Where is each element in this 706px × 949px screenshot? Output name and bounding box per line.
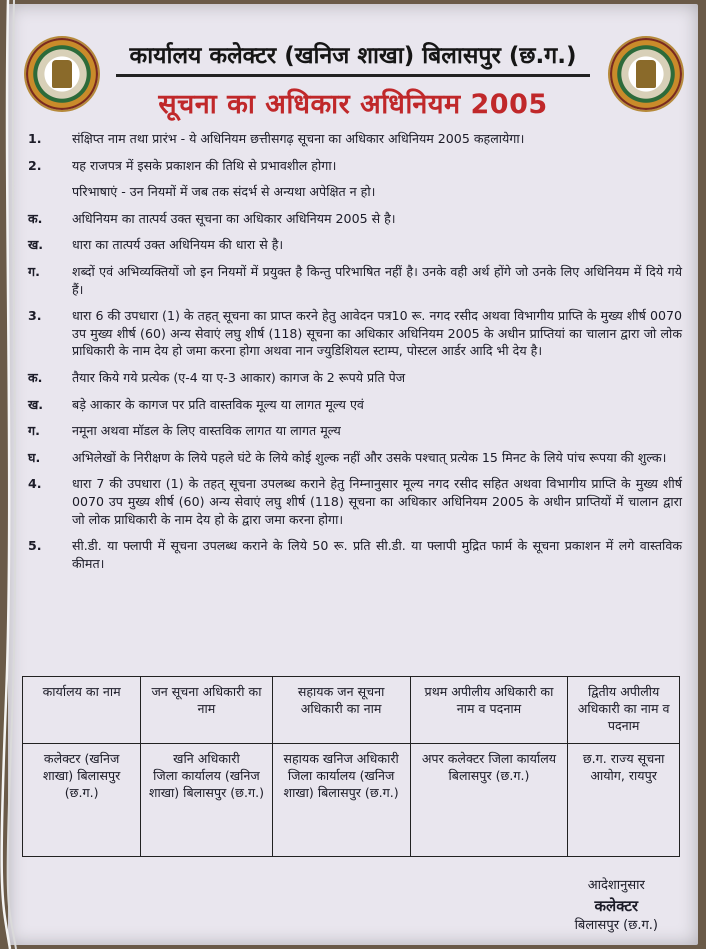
list-item: 4. धारा 7 की उपधारा (1) के तहत् सूचना उपलब्ध कराने हेतु निम्नानुसार मूल्य नगद रसीद सहित अथवा विभागीय प्राप्ति के मुख्य शीर्ष 0070 उप मुख्य शीर्ष (60) अन्य सेवाएं लघु शीर्ष (118) सूचना का अधिकार अधिनियम 2005 के अधीन प्राप्तियों में चालान द्वारा जो लोक प्राधिकारी के नाम देय हो के द्वारा जमा करना होगा। bbox=[28, 476, 682, 527]
table-header-cell: प्रथम अपीलीय अधिकारी का नाम व पदनाम bbox=[410, 677, 568, 744]
title-underline bbox=[116, 74, 590, 77]
table-header-cell: द्वितीय अपीलीय अधिकारी का नाम व पदनाम bbox=[568, 677, 680, 744]
notice-body bbox=[28, 130, 682, 581]
officers-table bbox=[22, 676, 680, 857]
office-title: कार्यालय कलेक्टर (खनिज शाखा) बिलासपुर (छ.ग.) bbox=[129, 43, 577, 69]
table-cell: अपर कलेक्टर जिला कार्यालय बिलासपुर (छ.ग.) bbox=[410, 744, 568, 857]
table-cell: सहायक खनिज अधिकारी जिला कार्यालय (खनिज शाखा) बिलासपुर (छ.ग.) bbox=[272, 744, 410, 857]
list-item: 3. धारा 6 की उपधारा (1) के तहत् सूचना का प्राप्त करने हेतु आवेदन पत्र10 रू. नगद रसीद अथवा विभागीय प्राप्ति के मुख्य शीर्ष 0070 उप मुख्य शीर्ष (60) अन्य सेवाएं लघु शीर्ष (118) सूचना का अधिकार अधिनियम 2005 के अधीन प्राप्तियां का चालान द्वारा जो लोक प्राधिकारी के नाम देय हो जमा करना होगा अथवा नान ज्युडिशियल स्टाम्प, पोस्टल आर्डर आदि भी देय है। bbox=[28, 308, 682, 359]
table-cell: कलेक्टर (खनिज शाखा) बिलासपुर (छ.ग.) bbox=[23, 744, 141, 857]
notice-board bbox=[8, 4, 698, 945]
list-item: ख. बड़े आकार के कागज पर प्रति वास्तविक मूल्य या लागत मूल्य एवं bbox=[28, 396, 364, 412]
table-header-cell: कार्यालय का नाम bbox=[23, 677, 141, 744]
table-cell: खनि अधिकारी जिला कार्यालय (खनिज शाखा) बिलासपुर (छ.ग.) bbox=[141, 744, 272, 857]
list-item: 1. संक्षिप्त नाम तथा प्रारंभ - ये अधिनियम छत्तीसगढ़ सूचना का अधिकार अधिनियम 2005 कहलायेगा। bbox=[28, 131, 525, 146]
place: बिलासपुर (छ.ग.) bbox=[574, 918, 658, 933]
list-item: 2. यह राजपत्र में इसके प्रकाशन की तिथि से प्रभावशील होगा। bbox=[28, 157, 337, 173]
list-item: ग. शब्दों एवं अभिव्यक्तियों जो इन नियमों में प्रयुक्त है किन्तु परिभाषित नहीं है। उनके वही अर्थ होंगे जो उनके लिए अधिनियम में दिये गये हैं। bbox=[28, 263, 682, 297]
list-item: ग. नमूना अथवा मॉडल के लिए वास्तविक लागत या लागत मूल्य bbox=[28, 423, 341, 439]
list-item: क. तैयार किये गये प्रत्येक (ए-4 या ए-3 आकार) कागज के 2 रूपये प्रति पेज bbox=[28, 369, 406, 385]
designation: कलेक्टर bbox=[594, 897, 639, 915]
officers-table-wrap bbox=[22, 676, 680, 857]
act-title: सूचना का अधिकार अधिनियम 2005 bbox=[158, 89, 548, 120]
table-row bbox=[23, 744, 680, 857]
list-item: परिभाषाएं - उन नियमों में जब तक संदर्भ से अन्यथा अपेक्षित न हो। bbox=[72, 184, 376, 200]
table-header-cell: जन सूचना अधिकारी का नाम bbox=[141, 677, 272, 744]
table-cell: छ.ग. राज्य सूचना आयोग, रायपुर bbox=[568, 744, 680, 857]
list-item: 5. सी.डी. या फ्लापी में सूचना उपलब्ध कराने के लिये 50 रू. प्रति सी.डी. या फ्लापी मुद्रित फार्म के सूचना प्रकाशन में लगे वास्तविक कीमत। bbox=[28, 538, 682, 571]
signature-block bbox=[575, 876, 658, 936]
list-item: घ. अभिलेखों के निरीक्षण के लिये पहले घंटे के लिये कोई शुल्क नहीं और उसके पश्चात् प्रत्येक 15 मिनट के लिये पांच रूपया की शुल्क। bbox=[28, 449, 667, 465]
table-header-cell: सहायक जन सूचना अधिकारी का नाम bbox=[272, 677, 410, 744]
order-text: आदेशानुसार bbox=[587, 878, 645, 893]
list-item: ख. धारा का तात्पर्य उक्त अधिनियम की धारा से है। bbox=[28, 237, 284, 253]
list-item: क. अधिनियम का तात्पर्य उक्त सूचना का अधिकार अधिनियम 2005 से है। bbox=[28, 210, 396, 226]
table-header-row bbox=[23, 677, 680, 744]
